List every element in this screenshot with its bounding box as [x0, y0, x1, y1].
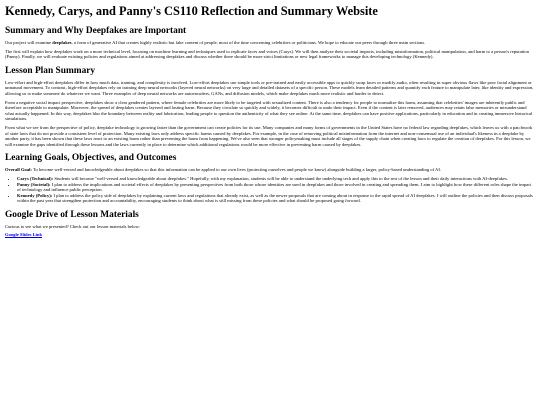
summary-section — [5, 26, 534, 60]
goal-item-panny — [17, 182, 534, 193]
drive-heading: Google Drive of Lesson Materials — [5, 209, 139, 220]
deepfakes-keyword: deepfakes — [52, 40, 72, 45]
goal-text: I plan to address the policy side of deepfakes by explaining current laws and regulations that already exist, as well as the newer proposals that are coming about in response to the rapid spread of AI deepfakes. I will outline the policies and then discuss proposals within the past year that strengthen protection and accountability, encouraging students to think about what is still missing from these policies and what should be proposed going forward. — [17, 192, 533, 204]
summary-p1-post: , a form of generative AI that creates highly realistic but fake content of people, most of the time concerning celebrities or politicians. We hope to educate our peers through three main sections. — [71, 40, 426, 45]
lesson-plan-technical-paragraph: Low-effort and high-effort deepfakes differ in how much data, training, and complexity is involved. Low-effort deepfakes use simple tools or pre-trained and easily accessible apps to quickly swap faces or modify audio, often resulting in super obvious flaws like poor facial alignment or unnatural movement. To contrast, high-effort deepfakes rely on training deep neural networks (layered neural networks) on very large and detailed datasets of a specific person. These models learn detailed patterns and quantify each feature to manipulate later, like identity and expression, allowing us to make someone do whatever we want. Three examples of deep neural networks are autoencoders, GANs, and diffusion models, which make deepfakes much more realistic and harder to detect. — [5, 79, 534, 96]
lesson-plan-heading: Lesson Plan Summary — [5, 65, 96, 76]
summary-p1-pre: Our project will examine — [5, 40, 53, 45]
goal-item-kennedy — [17, 193, 534, 204]
lesson-plan-section — [5, 66, 534, 148]
page-title: Kennedy, Carys, and Panny's CS110 Reflection and Summary Website — [5, 4, 378, 18]
goal-label: Panny (Societal): — [17, 181, 51, 187]
drive-section — [5, 210, 534, 238]
overall-goal — [5, 167, 534, 173]
lesson-plan-policy-paragraph: From what we see from the perspective of policy, deepfake technology is growing faster than the government can create policies for its use. Many companies and many forms of governments in the United States have no federal law regarding deepfakes, which leaves us with a patchwork of state laws that do not provide a consistent level of protection. Many existing laws only address specific harms caused by deepfakes. For example, in the case of removing political misinformation from the internet and non-consensual use of an individual's likeness in a deepfake by another party, it has been shown that these laws react to an existing harm rather than preventing the harm from happening. We've also seen that stronger policymaking must include all stages of the supply chain when creating laws to regulate the creation of deepfakes. For this lesson, we will examine the gaps identified through these lessons and the laws currently in place to determine which additional regulations would be more effective in preventing harm caused by deepfakes. — [5, 124, 533, 147]
summary-heading: Summary and Why Deepfakes are Important — [5, 26, 187, 36]
lesson-plan-societal-paragraph: From a negative social impact perspective, deepfakes show a clear gendered pattern, where female celebrities are more likely to be targeted with sexualized content. There is also a tendency for people to normalize this harm, assuming that celebrities' images are inherently public and therefore acceptable to manipulate. Moreover, the spread of deepfakes creates layered and lasting harm. Because they circulate so quickly and widely, it becomes difficult to undo their impact. Even if the content is later removed, audiences may retain false memories or misunderstand what actually happened. In this way, deepfakes blur the boundary between reality and fabrication, leading people to question the authenticity of what they see online. At the same time, deepfakes can have positive applications, particularly in education and in creating immersive historical simulations. — [5, 99, 533, 122]
goals-list — [5, 176, 534, 204]
goals-heading: Learning Goals, Objectives, and Outcomes — [5, 153, 177, 164]
goal-text: Students will become "well-versed and knowledgeable about deepfakes." Hopefully, with my explanation, students will be able to understand the underlying tech and apply this to the rest of the lesson and their daily interactions with AI-deepfakes. — [53, 175, 508, 181]
overall-goal-text: To become well-versed and knowledgeable about deepfakes so that this information can be applied to our own lives (protecting ourselves and people we know) alongside building a larger, policy-based understanding of AI. — [31, 167, 441, 173]
goals-section — [5, 153, 534, 204]
goal-label: Carys (Technical): — [17, 175, 54, 181]
google-slides-link[interactable]: Google Slides Link — [5, 232, 43, 238]
goal-text: I plan to address the implications and societal effects of deepfakes by presenting perspectives from both those whose identities are used in deepfakes and those involved in creating and spreading them. I aim to highlight how these different roles shape the impact of technology and influence public perception. — [17, 181, 532, 193]
summary-paragraph-2: The first will explain how deepfakes work on a more technical level, focusing on machine learning and techniques used to replicate faces and voices (Carys). We will then analyze their societal impacts, including misinformation, political manipulation, and harm to a person's reputation (Panny). Finally, we will evaluate existing policies and regulations aimed at addressing deepfakes and discuss whether there should be more strict limitations or new legal frameworks to manage this developing technology (Kennedy). — [5, 48, 529, 60]
summary-paragraph-1 — [5, 40, 534, 46]
overall-goal-label: Overall Goal: — [5, 167, 32, 173]
goal-label: Kennedy (Policy): — [17, 192, 53, 198]
drive-intro: Curious to see what we presented? Check out our lesson materials below: — [5, 223, 141, 229]
drive-link-line — [5, 232, 534, 238]
